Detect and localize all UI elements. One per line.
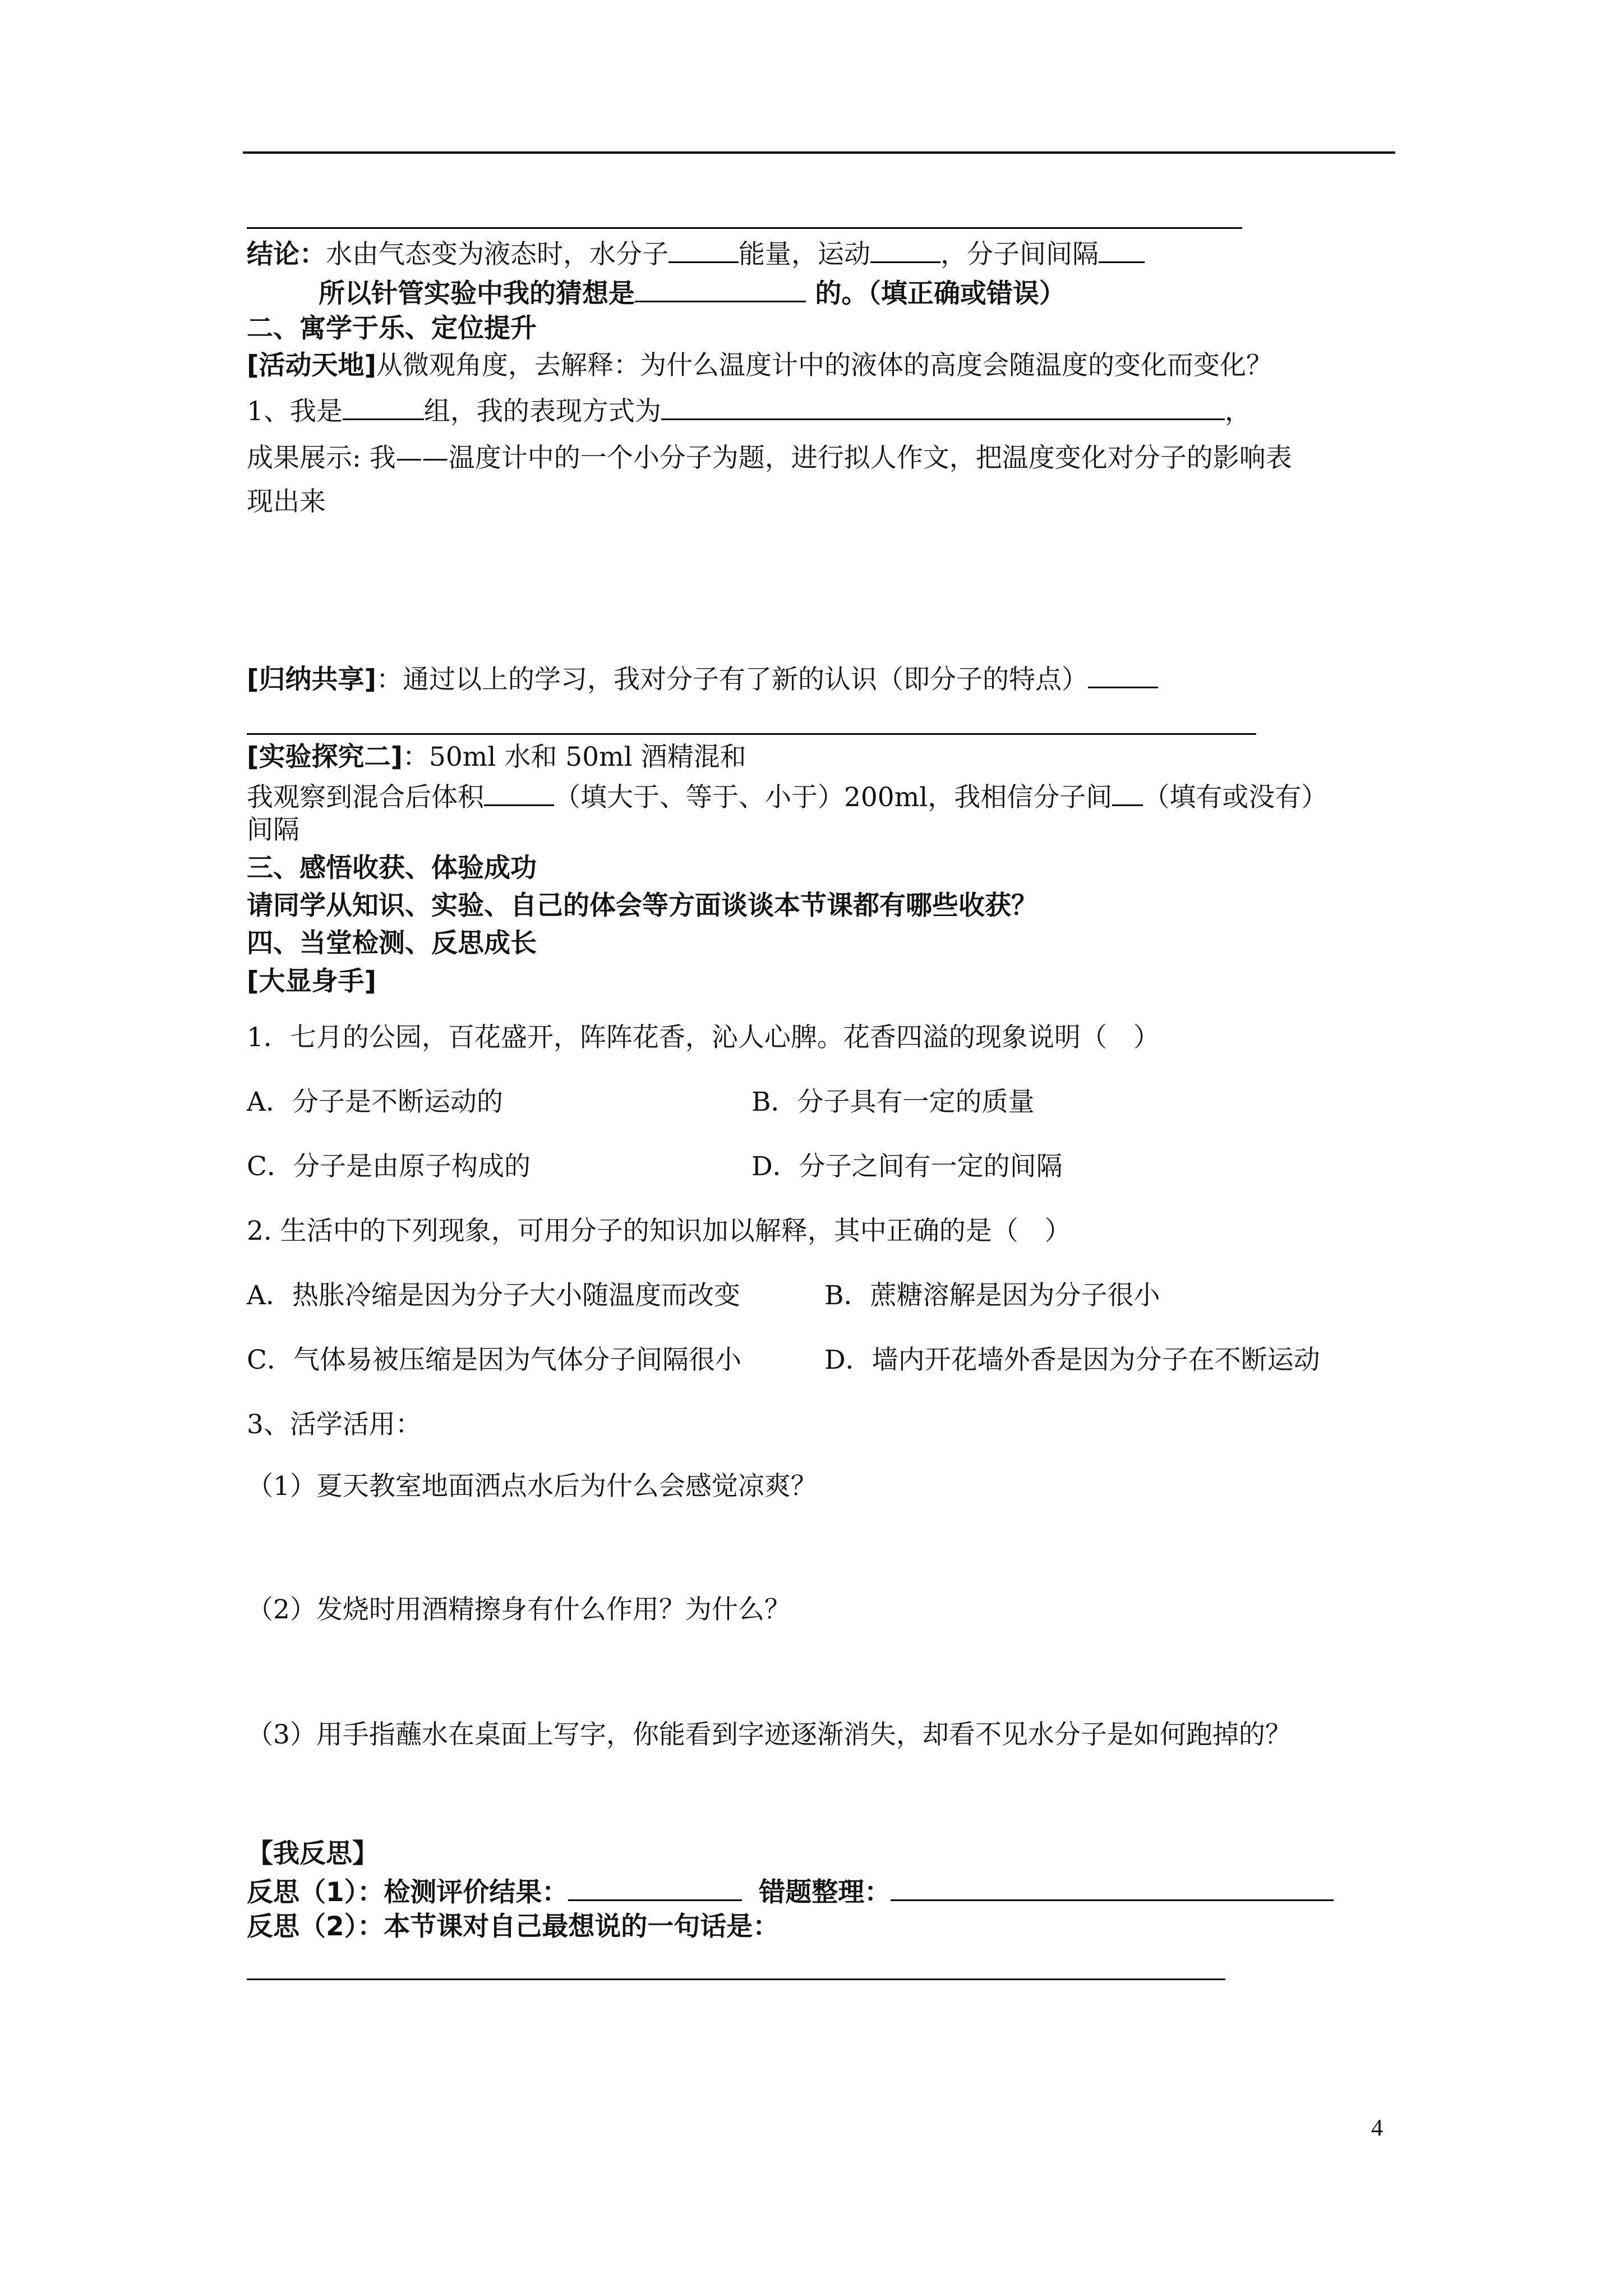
experiment-observe-line: 我观察到混合后体积 （填大于、等于、小于）200ml，我相信分子间 （填有或没有） (247, 779, 1327, 815)
section-subtitle: [大显身手] (247, 966, 376, 997)
blank[interactable] (343, 393, 424, 420)
blank[interactable] (1112, 779, 1143, 806)
section-title: 三、感悟收获、体验成功 (247, 853, 537, 884)
option-d[interactable]: D．墙内开花墙外香是因为分子在不断运动 (824, 1345, 1320, 1375)
option-row (247, 1085, 503, 1119)
section-title: 二、寓学于乐、定位提升 (247, 313, 537, 344)
answer-line (247, 1978, 1225, 1980)
blank[interactable] (668, 236, 739, 263)
question-3-3: （3）用手指蘸水在桌面上写字，你能看到字迹逐渐消失，却看不见水分子是如何跑掉的？ (247, 1719, 1292, 1750)
question-3-1: （1）夏天教室地面洒点水后为什么会感觉凉爽？ (247, 1471, 817, 1502)
blank[interactable] (635, 275, 806, 302)
question-2: 2. 生活中的下列现象，可用分子的知识加以解释，其中正确的是（ ） (247, 1216, 1071, 1246)
summary-line: [归纳共享]：通过以上的学习，我对分子有了新的认识（即分子的特点） (247, 661, 1158, 697)
blank[interactable] (891, 1874, 1334, 1901)
question-3-2: （2）发烧时用酒精擦身有什么作用？为什么？ (247, 1594, 791, 1625)
page-number: 4 (1371, 2115, 1383, 2141)
activity-line: [活动天地]从微观角度，去解释：为什么温度计中的液体的高度会随温度的变化而变化？ (247, 350, 1272, 381)
option-a[interactable]: A．分子是不断运动的 (247, 1087, 503, 1117)
reflection-2: 反思（2）：本节课对自己最想说的一句话是： (247, 1911, 780, 1942)
blank[interactable] (484, 779, 554, 806)
show-line-1: 成果展示: 我——温度计中的一个小分子为题，进行拟人作文，把温度变化对分子的影响表 (247, 443, 1292, 473)
experiment-observe-line-2: 间隔 (247, 815, 299, 845)
answer-line (247, 733, 1256, 735)
conclusion-line-2: 所以针管实验中我的猜想是 的。（填正确或错误） (319, 275, 1066, 311)
option-b[interactable]: B．分子具有一定的质量 (751, 1087, 1035, 1117)
header-rule (243, 151, 1395, 154)
reflection-title: 【我反思】 (247, 1838, 379, 1869)
conclusion-line: 结论：水由气态变为液态时，水分子 能量，运动 ，分子间间隔 (247, 236, 1145, 272)
group-line: 1、我是 组，我的表现方式为 ， (247, 393, 1251, 429)
question-3: 3、活学活用： (247, 1409, 422, 1440)
show-line-2: 现出来 (247, 486, 326, 517)
blank[interactable] (1099, 236, 1145, 263)
section-question: 请同学从知识、实验、自己的体会等方面谈谈本节课都有哪些收获？ (247, 890, 1038, 921)
question-1: 1．七月的公园，百花盛开，阵阵花香，沁人心脾。花香四溢的现象说明（ ） (247, 1022, 1160, 1053)
blank[interactable] (568, 1874, 742, 1901)
experiment-line: [实验探究二]：50ml 水和 50ml 酒精混和 (247, 742, 746, 772)
section-title: 四、当堂检测、反思成长 (247, 928, 537, 959)
option-c[interactable]: C．分子是由原子构成的 (247, 1151, 531, 1182)
option-c[interactable]: C．气体易被压缩是因为气体分子间隔很小 (247, 1345, 741, 1375)
option-d[interactable]: D．分子之间有一定的间隔 (751, 1151, 1063, 1182)
option-b[interactable]: B．蔗糖溶解是因为分子很小 (824, 1280, 1160, 1311)
blank[interactable] (661, 393, 1225, 420)
blank[interactable] (870, 236, 940, 263)
answer-line (247, 227, 1242, 229)
option-a[interactable]: A．热胀冷缩是因为分子大小随温度而改变 (247, 1280, 740, 1311)
blank[interactable] (1088, 661, 1158, 688)
reflection-1: 反思（1）：检测评价结果： 错题整理： (247, 1874, 1334, 1910)
